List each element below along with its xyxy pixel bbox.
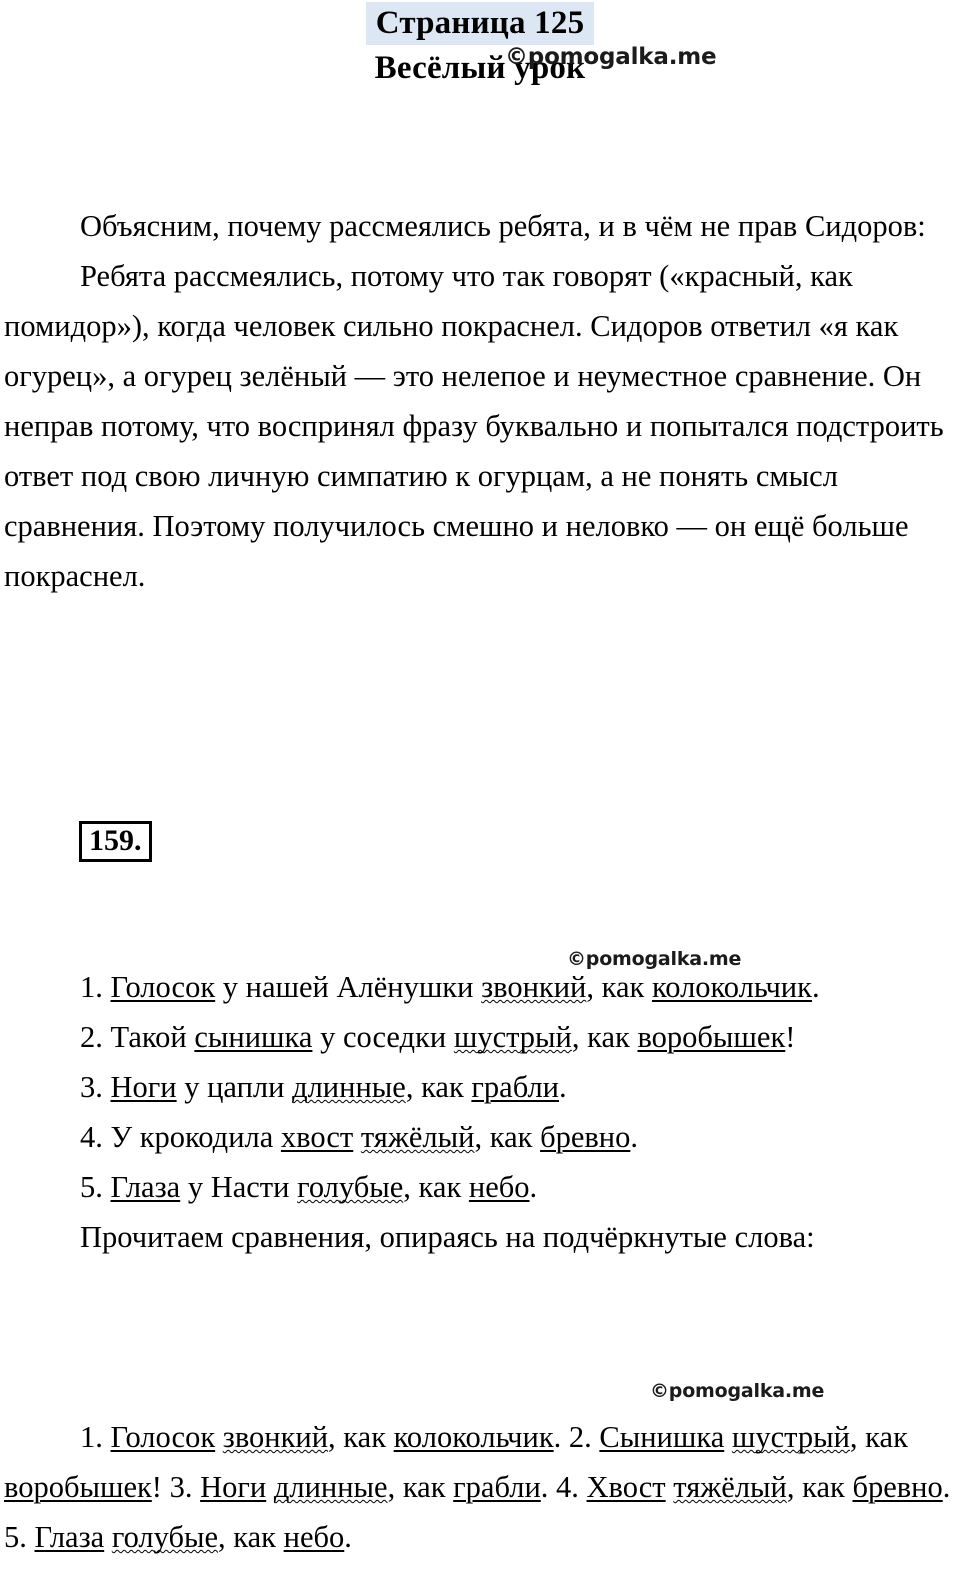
underlined-wavy-word: звонкий	[481, 970, 587, 1004]
exercise-number-wrapper	[79, 821, 152, 862]
plain-text-run	[724, 1420, 732, 1454]
plain-text-run: , как	[474, 1120, 541, 1154]
watermark-middle: ©pomogalka.me	[567, 948, 742, 970]
underlined-wavy-word: голубые	[111, 1520, 219, 1554]
plain-text-run	[104, 1520, 112, 1554]
plain-text-run: . 2.	[553, 1420, 600, 1454]
closing-instruction-text: Прочитаем сравнения, опираясь на подчёркнутые слова:	[80, 1220, 815, 1254]
underlined-wavy-word: тяжёлый	[673, 1470, 787, 1504]
underlined-solid-word: небо	[283, 1520, 345, 1554]
plain-text-run	[215, 1420, 223, 1454]
underlined-solid-word: сынишка	[194, 1020, 313, 1054]
underlined-wavy-word: длинные	[292, 1070, 406, 1104]
answer-sentence-item	[4, 1012, 934, 1062]
underlined-wavy-word: длинные	[273, 1470, 388, 1504]
plain-text-run	[353, 1120, 361, 1154]
plain-text-run: , как	[387, 1470, 454, 1504]
intro-answer-text: Ребята рассмеялись, потому что так говорят («красный, как помидор»), когда человек сильно покраснел. Сидоров ответил «я как огурец», а огурец зелёный — это нелепое и неуместное сравнение. Он неправ потому, что воспринял фразу буквально и попытался подстроить ответ под свою личную симпатию к огурцам, а не понять смысл сравнения. Поэтому получилось смешно и неловко — он ещё больше покраснел.	[4, 259, 944, 593]
plain-text-run: , как	[328, 1420, 394, 1454]
answer-sentence-list	[4, 962, 934, 1262]
underlined-solid-word: бревно	[540, 1120, 631, 1154]
underlined-solid-word: Голосок	[110, 970, 216, 1004]
answer-sentence-item	[4, 962, 934, 1012]
sentence-number-marker: 3.	[80, 1070, 111, 1104]
intro-question-paragraph	[4, 201, 956, 251]
plain-text-run: 1.	[80, 1420, 111, 1454]
plain-text-run: .	[529, 1170, 538, 1204]
plain-text-run: , как	[571, 1020, 638, 1054]
plain-text-run: у Насти	[180, 1170, 298, 1204]
plain-text-run: , как	[586, 970, 652, 1004]
plain-text-run: , как	[849, 1420, 908, 1454]
plain-text-run: .	[811, 970, 820, 1004]
underlined-solid-word: бревно	[852, 1470, 943, 1504]
plain-text-run: .	[559, 1070, 567, 1104]
answer-sentence-item	[4, 1162, 934, 1212]
plain-text-run: У крокодила	[110, 1120, 281, 1154]
watermark-bottom: ©pomogalka.me	[650, 1380, 825, 1402]
underlined-wavy-word: голубые	[297, 1170, 404, 1204]
plain-text-run: . 5.	[4, 1470, 951, 1554]
exercise-number-badge: 159.	[79, 821, 152, 862]
underlined-solid-word: небо	[468, 1170, 530, 1204]
plain-text-run: .	[630, 1120, 638, 1154]
underlined-solid-word: колокольчик	[651, 970, 812, 1004]
sentence-number-marker: 2.	[80, 1020, 111, 1054]
summary-paragraph	[4, 1412, 954, 1562]
underlined-wavy-word: тяжёлый	[360, 1120, 475, 1154]
plain-text-run: , как	[405, 1070, 472, 1104]
page-title: Страница 125	[366, 2, 595, 45]
page-subtitle: Весёлый урок	[374, 50, 586, 86]
plain-text-run: , как	[218, 1520, 284, 1554]
watermark-top: ©pomogalka.me	[505, 44, 717, 70]
sentence-number-marker: 5.	[80, 1170, 111, 1204]
intro-answer-paragraph	[4, 251, 956, 601]
underlined-wavy-word: шустрый	[731, 1420, 850, 1454]
answer-sentence-item	[4, 1062, 934, 1112]
sentence-number-marker: 4.	[80, 1120, 111, 1154]
plain-text-run: , как	[786, 1470, 853, 1504]
underlined-solid-word: грабли	[453, 1470, 541, 1504]
underlined-solid-word: Глаза	[110, 1170, 181, 1204]
plain-text-run: ! 3.	[151, 1470, 201, 1504]
underlined-solid-word: воробышек	[4, 1470, 152, 1504]
plain-text-run: у нашей Алёнушки	[215, 970, 482, 1004]
underlined-solid-word: Ноги	[200, 1470, 267, 1504]
plain-text-run: !	[785, 1020, 796, 1054]
plain-text-run: .	[344, 1520, 352, 1554]
underlined-solid-word: Сынишка	[599, 1420, 725, 1454]
intro-question-text: Объясним, почему рассмеялись ребята, и в чём не прав Сидоров:	[80, 209, 926, 243]
plain-text-run: у цапли	[176, 1070, 293, 1104]
plain-text-run: Такой	[110, 1020, 195, 1054]
underlined-solid-word: хвост	[280, 1120, 354, 1154]
closing-instruction-line	[4, 1212, 934, 1262]
underlined-solid-word: Глаза	[34, 1520, 105, 1554]
page-header	[4, 0, 956, 89]
summary-host	[4, 1420, 950, 1554]
underlined-wavy-word: звонкий	[222, 1420, 329, 1454]
plain-text-run	[266, 1470, 274, 1504]
answer-sentence-item	[4, 1112, 934, 1162]
underlined-solid-word: Ноги	[110, 1070, 177, 1104]
underlined-solid-word: воробышек	[637, 1020, 786, 1054]
underlined-solid-word: колокольчик	[393, 1420, 554, 1454]
underlined-solid-word: Голосок	[110, 1420, 216, 1454]
plain-text-run: , как	[403, 1170, 469, 1204]
plain-text-run: . 4.	[540, 1470, 587, 1504]
underlined-solid-word: Хвост	[586, 1470, 666, 1504]
plain-text-run: у соседки	[312, 1020, 454, 1054]
sentence-host	[4, 962, 934, 1212]
underlined-solid-word: грабли	[471, 1070, 560, 1104]
sentence-number-marker: 1.	[80, 970, 111, 1004]
underlined-wavy-word: шустрый	[453, 1020, 572, 1054]
